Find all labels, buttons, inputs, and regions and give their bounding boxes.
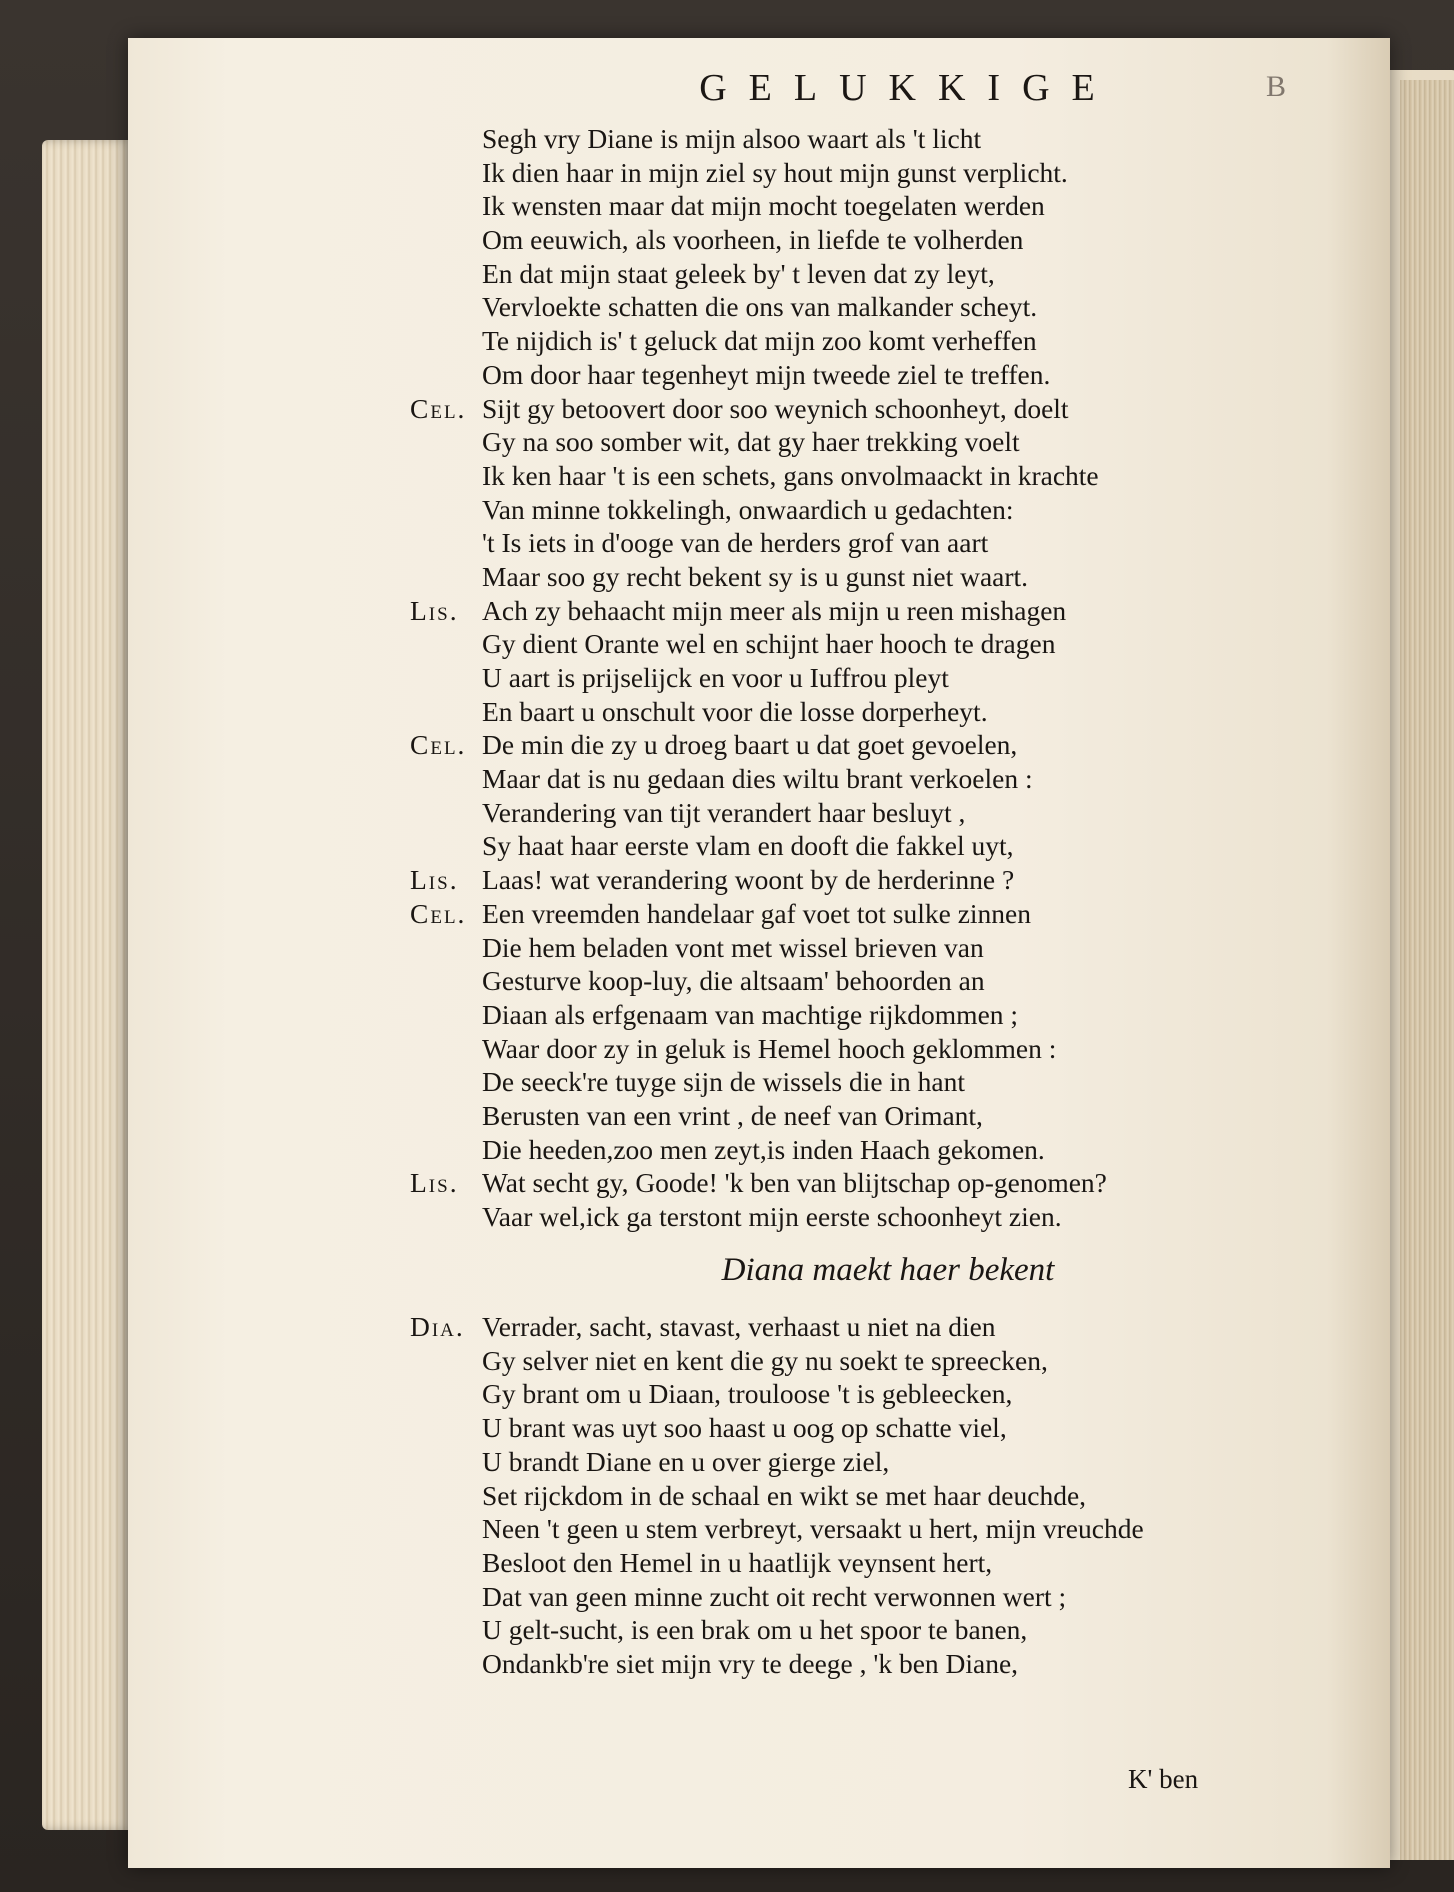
verse-line-text: Ik ken haar 't is een schets, gans onvolmaackt in krachte — [482, 459, 1099, 491]
book-page-edges — [42, 140, 132, 1830]
verse-line — [448, 257, 1328, 291]
verse-line-text: Dat van geen minne zucht oit recht verwonnen wert ; — [482, 1580, 1067, 1612]
speaker-label: Lis. — [410, 594, 459, 626]
verse-line-text: U aart is prijselijck en voor u Iuffrou pleyt — [482, 662, 949, 693]
verse-line — [448, 1445, 1328, 1479]
verse-line-text: En dat mijn staat geleek by' t leven dat zy leyt, — [482, 257, 995, 289]
verse-line — [448, 829, 1328, 863]
verse-line — [448, 122, 1328, 156]
verse-line-text: U gelt-sucht, is een brak om u het spoor te banen, — [482, 1614, 1028, 1646]
verse-line — [410, 863, 1328, 897]
verse-block-2 — [410, 1310, 1328, 1681]
verse-line — [410, 594, 1328, 628]
verse-line-text: Ik dien haar in mijn ziel sy hout mijn gunst verplicht. — [482, 156, 1068, 188]
section-heading: Diana maekt haer bekent — [721, 1252, 1055, 1289]
verse-line-text: Ondankb're siet mijn vry te deege , 'k ben Diane, — [482, 1647, 1019, 1679]
verse-line-text: Besloot den Hemel in u haatlijk veynsent hert, — [482, 1546, 993, 1578]
speaker-label: Cel. — [410, 729, 467, 761]
verse-line — [448, 931, 1328, 965]
verse-line — [448, 1133, 1328, 1167]
verse-line — [410, 1310, 1328, 1344]
verse-line-text: Sijt gy betoovert door soo weynich schoonheyt, doelt — [482, 392, 1069, 424]
verse-line-text: Te nijdich is' t geluck dat mijn zoo komt verheffen — [482, 325, 1037, 357]
verse-line — [448, 1512, 1328, 1546]
speaker-label: Lis. — [410, 864, 459, 896]
verse-line-text: 't Is iets in d'ooge van de herders grof van aart — [482, 527, 989, 559]
verse-line — [448, 156, 1328, 190]
speaker-label: Dia. — [410, 1311, 465, 1343]
verse-line-text: Sy haat haar eerste vlam en dooft die fakkel uyt, — [482, 830, 1014, 862]
verse-text — [410, 122, 1328, 1679]
verse-line — [448, 762, 1328, 796]
verse-line — [448, 358, 1328, 392]
verse-line-text: En baart u onschult voor die losse dorperheyt. — [482, 695, 988, 727]
verse-line-text: Van minne tokkelingh, onwaardich u gedachten: — [482, 493, 1014, 525]
verse-line-text: Een vreemden handelaar gaf voet tot sulke zinnen — [482, 897, 1032, 929]
verse-line-text: Verandering van tijt verandert haar besluyt , — [482, 796, 966, 828]
verse-line-text: Wat secht gy, Goode! 'k ben van blijtschap op-genomen? — [482, 1167, 1107, 1199]
verse-line-text: De min die zy u droeg baart u dat goet gevoelen, — [482, 729, 1018, 761]
facing-page-edges — [1400, 80, 1454, 1860]
verse-line — [448, 1647, 1328, 1681]
verse-line-text: Die hem beladen vont met wissel brieven van — [482, 931, 984, 963]
verse-line — [448, 1546, 1328, 1580]
running-title: GELUKKIGE — [699, 67, 1117, 109]
verse-line-text: Gy dient Orante wel en schijnt haer hooch te dragen — [482, 628, 1056, 660]
verse-line — [448, 1479, 1328, 1513]
verse-line — [448, 1065, 1328, 1099]
verse-line — [410, 897, 1328, 931]
verse-line — [448, 998, 1328, 1032]
verse-line — [448, 964, 1328, 998]
verse-line-text: Maar dat is nu gedaan dies wiltu brant verkoelen : — [482, 763, 1033, 795]
verse-line — [448, 459, 1328, 493]
verse-line — [448, 560, 1328, 594]
verse-line — [448, 1032, 1328, 1066]
verse-line-text: Vervloekte schatten die ons van malkander scheyt. — [482, 291, 1038, 323]
verse-line-text: Verrader, sacht, stavast, verhaast u niet na dien — [482, 1311, 996, 1343]
verse-line-text: Gy brant om u Diaan, trouloose 't is gebleecken, — [482, 1378, 1013, 1410]
verse-line-text: Maar soo gy recht bekent sy is u gunst niet waart. — [482, 560, 1029, 592]
verse-line-text: Laas! wat verandering woont by de herderinne ? — [482, 864, 1015, 896]
verse-line — [448, 223, 1328, 257]
verse-line-text: De seeck're tuyge sijn de wissels die in hant — [482, 1066, 966, 1098]
verse-line — [448, 189, 1328, 223]
verse-line-text: Gy na soo somber wit, dat gy haer trekking voelt — [482, 426, 1020, 458]
verse-line — [448, 1099, 1328, 1133]
verse-line-text: Gesturve koop-luy, die altsaam' behoorden an — [482, 965, 985, 997]
running-title-bleed-letter: B — [1266, 70, 1287, 103]
verse-line — [448, 290, 1328, 324]
verse-line-text: Set rijckdom in de schaal en wikt se met haar deuchde, — [482, 1479, 1087, 1511]
verse-line-text: Segh vry Diane is mijn alsoo waart als 't licht — [482, 123, 982, 154]
speaker-label: Cel. — [410, 897, 467, 929]
verse-line-text: Waar door zy in geluk is Hemel hooch geklommen : — [482, 1032, 1057, 1064]
verse-line — [448, 1200, 1328, 1234]
verse-line — [410, 1166, 1328, 1200]
verse-line-text: U brandt Diane en u over gierge ziel, — [482, 1445, 890, 1477]
verse-line — [448, 425, 1328, 459]
verse-line — [410, 392, 1328, 426]
verse-line-text: Diaan als erfgenaam van machtige rijkdommen ; — [482, 998, 1019, 1030]
speaker-label: Cel. — [410, 392, 467, 424]
verse-line-text: Vaar wel,ick ga terstont mijn eerste schoonheyt zien. — [482, 1201, 1062, 1232]
verse-line — [410, 728, 1328, 762]
verse-line — [448, 796, 1328, 830]
verse-line — [448, 661, 1328, 695]
verse-line-text: Gy selver niet en kent die gy nu soekt te spreecken, — [482, 1344, 1048, 1376]
verse-line — [448, 627, 1328, 661]
verse-line-text: Berusten van een vrint , de neef van Orimant, — [482, 1099, 983, 1131]
verse-line-text: Ach zy behaacht mijn meer als mijn u reen mishagen — [482, 594, 1067, 626]
verse-line — [448, 324, 1328, 358]
verse-line — [448, 1613, 1328, 1647]
verse-line-text: U brant was uyt soo haast u oog op schatte viel, — [482, 1412, 1007, 1444]
verse-line — [448, 1411, 1328, 1445]
catchword: K' ben — [1128, 1764, 1199, 1794]
book-page — [128, 38, 1390, 1868]
verse-line-text: Om eeuwich, als voorheen, in liefde te volherden — [482, 224, 1024, 256]
speaker-label: Lis. — [410, 1167, 459, 1199]
verse-line — [448, 1377, 1328, 1411]
verse-block-1 — [410, 122, 1328, 1234]
verse-line — [448, 526, 1328, 560]
verse-line-text: Om door haar tegenheyt mijn tweede ziel te treffen. — [482, 358, 1051, 390]
verse-line-text: Neen 't geen u stem verbreyt, versaakt u hert, mijn vreuchde — [482, 1513, 1144, 1545]
verse-line-text: Die heeden,zoo men zeyt,is inden Haach gekomen. — [482, 1133, 1045, 1165]
verse-line — [448, 1344, 1328, 1378]
verse-line — [448, 493, 1328, 527]
verse-line — [448, 695, 1328, 729]
verse-line — [448, 1580, 1328, 1614]
verse-line-text: Ik wensten maar dat mijn mocht toegelaten werden — [482, 190, 1045, 222]
